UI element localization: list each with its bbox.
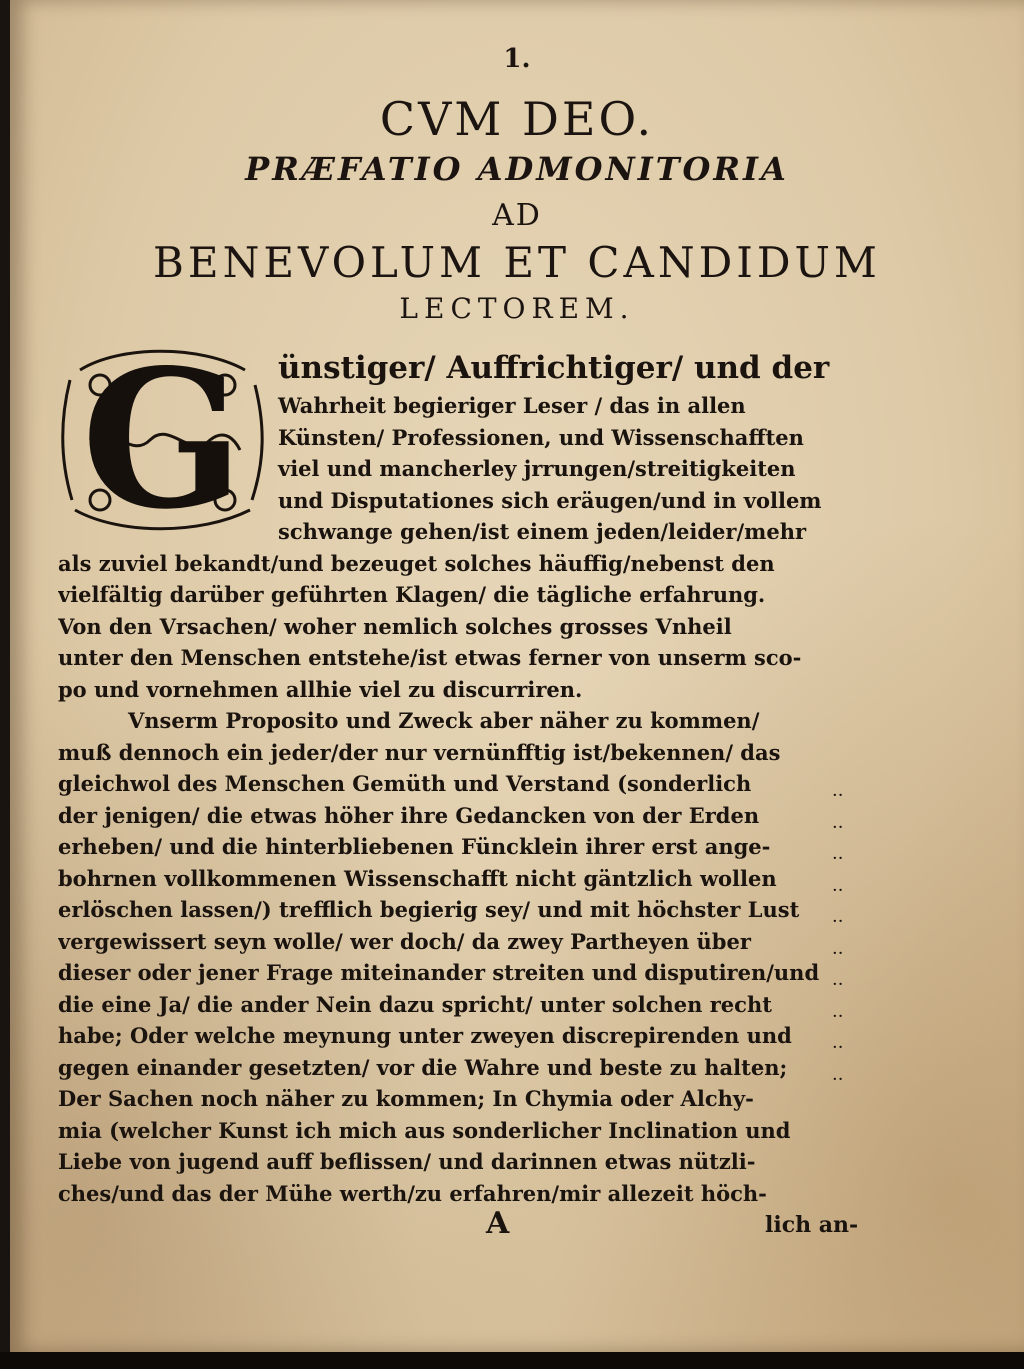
- initial-letter: G: [81, 328, 244, 551]
- text-line: unter den Menschen entstehe/ist etwas ferner von unserm sco-: [58, 645, 802, 670]
- text-line: habe; Oder welche meynung unter zweyen discrepirenden und: [58, 1023, 792, 1048]
- text-line: viel und mancherley jrrungen/streitigkeiten: [278, 456, 796, 481]
- book-page: [10, 0, 1024, 1352]
- scan-bottom-edge: [0, 1352, 1024, 1369]
- text-line: gleichwol des Menschen Gemüth und Verstand (sonderlich: [58, 771, 752, 796]
- text-line: die eine Ja/ die ander Nein dazu spricht/ unter solchen recht: [58, 991, 772, 1017]
- text-line: Künsten/ Professionen, und Wissenschafften: [278, 424, 804, 450]
- text-line: vergewissert seyn wolle/ wer doch/ da zwey Partheyen über: [58, 928, 751, 954]
- text-line: ünstiger/ Auffrichtiger/ und der: [278, 350, 830, 386]
- heading-cum-deo: CVM DEO.: [379, 92, 655, 146]
- text-line: gegen einander gesetzten/ vor die Wahre und beste zu halten;: [58, 1054, 788, 1080]
- page-number: 1.: [503, 44, 531, 74]
- text-line: ches/und das der Mühe werth/zu erfahren/mir allezeit höch-: [58, 1180, 767, 1206]
- text-line: erlöschen lassen/) trefflich begierig sey/ und mit höchster Lust: [58, 897, 800, 922]
- text-line: Von den Vrsachen/ woher nemlich solches grosses Vnheil: [58, 613, 732, 639]
- heading-ad: AD: [492, 198, 542, 233]
- heading-benevolum: BENEVOLUM ET CANDIDUM: [153, 238, 881, 287]
- catchword: lich an-: [765, 1212, 859, 1238]
- text-line: vielfältig darüber geführten Klagen/ die tägliche erfahrung.: [58, 582, 766, 607]
- heading-lectorem: LECTOREM.: [399, 292, 635, 325]
- text-line: der jenigen/ die etwas höher ihre Gedancken von der Erden: [58, 802, 760, 828]
- text-line: bohrnen vollkommenen Wissenschafft nicht gäntzlich wollen: [58, 865, 777, 891]
- margin-marks: ·· ·· ·· ·· ·· ·· ·· ·· ·· ··: [832, 785, 844, 1090]
- heading-praefatio: PRÆFATIO ADMONITORIA: [245, 150, 789, 188]
- text-line: als zuviel bekandt/und bezeuget solches häuffig/nebenst den: [58, 550, 775, 576]
- signature-mark: A: [486, 1206, 510, 1241]
- text-line: muß dennoch ein jeder/der nur vernünfftig ist/bekennen/ das: [58, 739, 781, 765]
- text-line: erheben/ und die hinterbliebenen Füncklein ihrer erst ange-: [58, 834, 771, 859]
- text-line: po und vornehmen allhie viel zu discurriren.: [58, 676, 583, 702]
- body-text: [58, 346, 838, 1209]
- text-line: mia (welcher Kunst ich mich aus sonderlicher Inclination und: [58, 1117, 791, 1143]
- text-line: und Disputationes sich eräugen/und in vollem: [278, 487, 822, 513]
- text-line: Liebe von jugend auff beflissen/ und darinnen etwas nützli-: [58, 1149, 756, 1174]
- text-line: dieser oder jener Frage miteinander streiten und disputiren/und: [58, 960, 820, 985]
- text-line: Wahrheit begieriger Leser / das in allen: [278, 393, 746, 418]
- text-line: schwange gehen/ist einem jeden/leider/mehr: [278, 519, 807, 544]
- text-line: Vnserm Proposito und Zweck aber näher zu kommen/: [128, 708, 760, 733]
- text-line: Der Sachen noch näher zu kommen; In Chymia oder Alchy-: [58, 1086, 754, 1111]
